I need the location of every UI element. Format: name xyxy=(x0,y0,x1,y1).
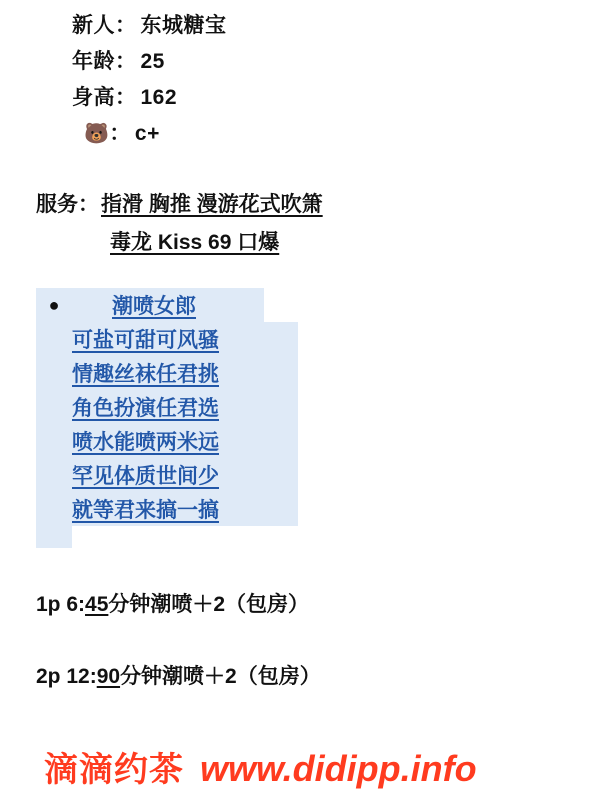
price-line-2p xyxy=(36,660,321,690)
list-item-label: 角色扮演任君选 xyxy=(72,397,219,420)
price-line-1p xyxy=(36,588,309,618)
price-underline-2p: 90 xyxy=(96,665,121,688)
list-item-label: 就等君来搞一搞 xyxy=(72,499,219,522)
profile-info-block xyxy=(0,8,605,152)
profile-row-height xyxy=(0,80,605,116)
list-item xyxy=(36,424,298,458)
service-label: 服务： xyxy=(36,193,99,216)
price-suffix-1p: 分钟潮喷＋2（包房） xyxy=(108,593,310,616)
feature-list xyxy=(36,288,336,548)
footer-brand: 滴滴约茶 xyxy=(44,751,184,789)
profile-value-cup: c+ xyxy=(134,122,160,145)
list-highlight-tail xyxy=(36,526,72,548)
price-suffix-2p: 分钟潮喷＋2（包房） xyxy=(120,665,321,688)
service-line-1 xyxy=(0,186,605,224)
service-text-2: 毒龙 Kiss 69 口爆 xyxy=(110,231,280,254)
profile-row-name xyxy=(0,8,605,44)
bullet-spacer xyxy=(36,465,72,486)
footer-url: www.didipp.info xyxy=(200,748,477,789)
service-line-2 xyxy=(0,224,605,262)
profile-row-cup xyxy=(0,116,605,152)
profile-label-name: 新人： xyxy=(72,14,137,37)
list-item xyxy=(36,322,298,356)
list-item-label: 可盐可甜可风骚 xyxy=(72,329,219,352)
service-block xyxy=(0,186,605,262)
profile-label-height: 身高： xyxy=(72,86,137,109)
bullet-spacer xyxy=(36,329,72,350)
list-item xyxy=(36,458,298,492)
bullet-spacer xyxy=(36,499,72,520)
footer-watermark xyxy=(0,742,605,791)
service-text-1: 指滑 胸推 漫游花式吹箫 xyxy=(101,193,323,216)
price-prefix-1p: 1p 6: xyxy=(36,593,86,616)
price-underline-1p: 45 xyxy=(85,593,109,616)
list-item xyxy=(36,356,298,390)
bullet-icon: ● xyxy=(48,294,60,315)
bullet-spacer xyxy=(36,397,72,418)
bullet-spacer xyxy=(36,431,72,452)
list-item-label: 情趣丝袜任君挑 xyxy=(72,363,219,386)
list-item-label: 喷水能喷两米远 xyxy=(72,431,219,454)
profile-label-cup: ： xyxy=(109,122,131,145)
list-item xyxy=(36,492,298,526)
list-item xyxy=(36,390,298,424)
bullet-spacer xyxy=(36,363,72,384)
list-item-label: 潮喷女郎 xyxy=(112,295,196,318)
price-prefix-2p: 2p 12: xyxy=(36,665,97,688)
profile-value-height: 162 xyxy=(140,86,178,109)
profile-value-name: 东城糖宝 xyxy=(140,14,227,37)
profile-value-age: 25 xyxy=(140,50,165,73)
profile-label-age: 年龄： xyxy=(72,50,137,73)
list-item xyxy=(36,288,264,322)
profile-row-age xyxy=(0,44,605,80)
list-item-label: 罕见体质世间少 xyxy=(72,465,219,488)
bear-face-icon: 🐻 xyxy=(84,123,110,145)
